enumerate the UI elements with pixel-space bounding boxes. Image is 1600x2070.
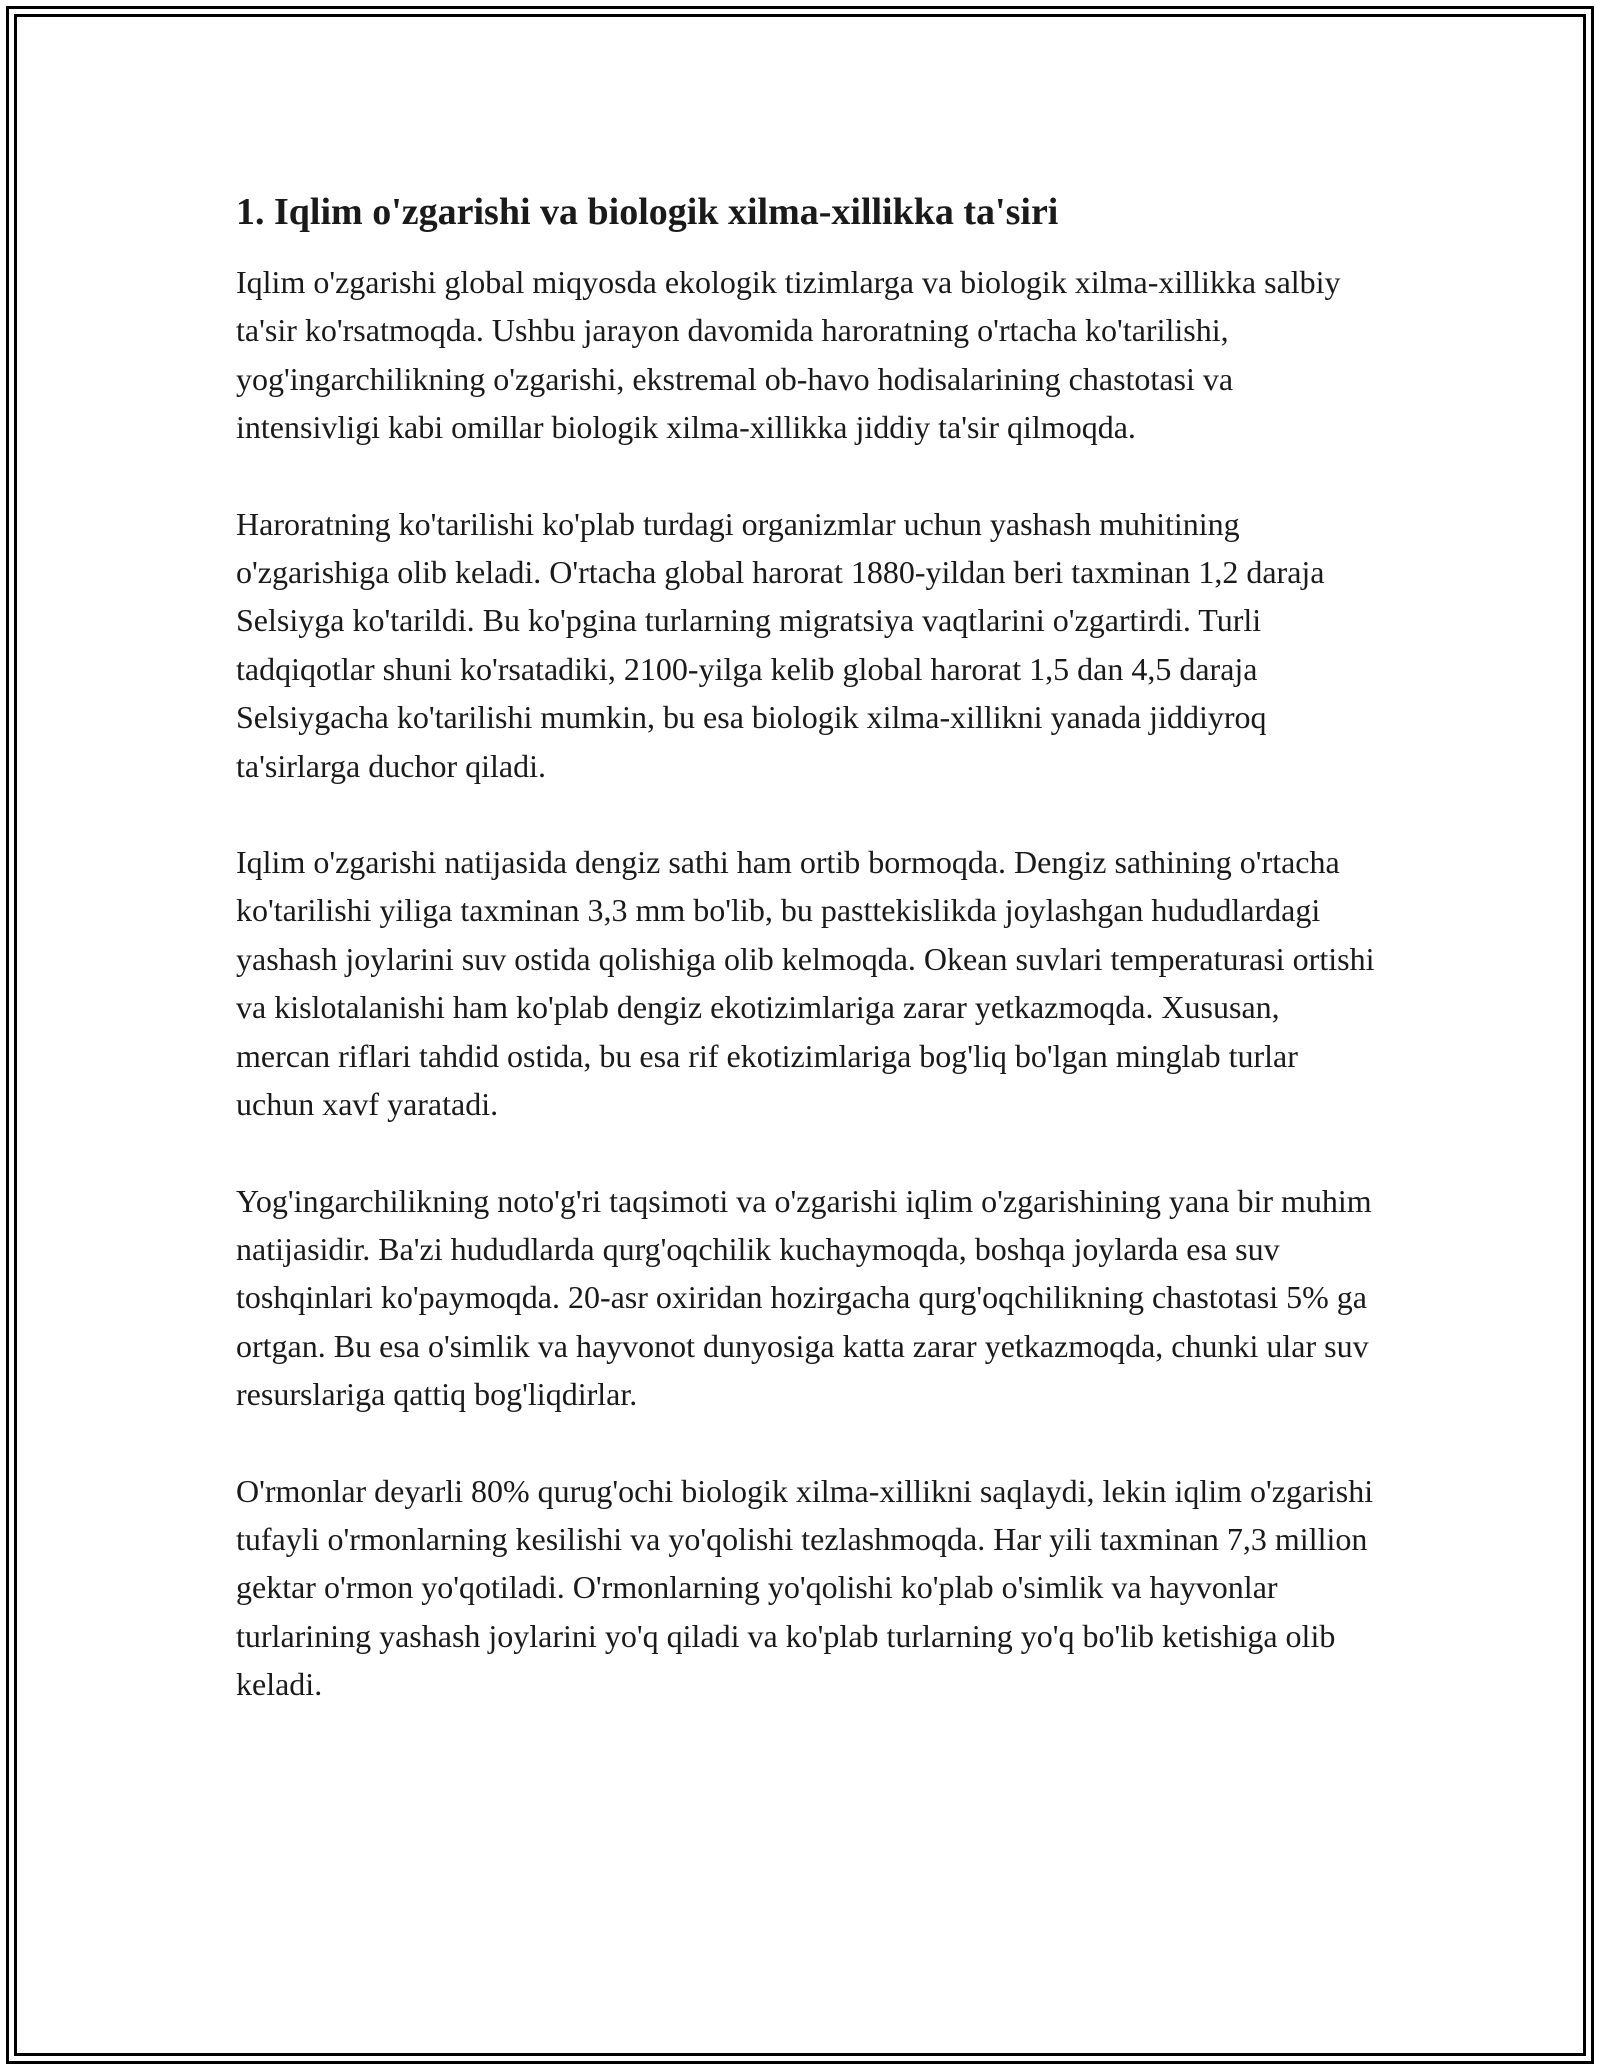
paragraph-temperature: Haroratning ko'tarilishi ko'plab turdagi organizmlar uchun yashash muhitining o'zgarishiga olib keladi. O'rtacha global harorat 1880-yildan beri taxminan 1,2 daraja Selsiyga ko'tarildi. Bu ko'pgina turlarning migratsiya vaqtlarini o'zgartirdi. Turli tadqiqotlar shuni ko'rsatadiki, 2100-yilga kelib global harorat 1,5 dan 4,5 daraja Selsiygacha ko'tarilishi mumkin, bu esa biologik xilma-xillikni yanada jiddiyroq ta'sirlarga duchor qiladi. xyxy=(236,505,1325,784)
paragraph-precipitation: Yog'ingarchilikning noto'g'ri taqsimoti va o'zgarishi iqlim o'zgarishining yana bir muhim natijasidir. Ba'zi hududlarda qurg'oqchilik kuchaymoqda, boshqa joylarda esa suv toshqinlari ko'paymoqda. 20-asr oxiridan hozirgacha qurg'oqchilikning chastotasi 5% ga ortgan. Bu esa o'simlik va hayvonot dunyosiga katta zarar yetkazmoqda, chunki ular suv resurslariga qattiq bog'liqdirlar. xyxy=(236,1182,1372,1413)
section-heading: 1. Iqlim o'zgarishi va biologik xilma-xillikka ta'siri xyxy=(236,191,1059,233)
document-body xyxy=(236,188,1376,1757)
paragraph-forests: O'rmonlar deyarli 80% qurug'ochi biologik xilma-xillikni saqlaydi, lekin iqlim o'zgarishi tufayli o'rmonlarning kesilishi va yo'qolishi tezlashmoqda. Har yili taxminan 7,3 million gektar o'rmon yo'qotiladi. O'rmonlarning yo'qolishi ko'plab o'simlik va hayvonlar turlarining yashash joylarini yo'q qiladi va ko'plab turlarning yo'q bo'lib ketishiga olib keladi. xyxy=(236,1472,1374,1703)
paragraph-intro: Iqlim o'zgarishi global miqyosda ekologik tizimlarga va biologik xilma-xillikka salbiy ta'sir ko'rsatmoqda. Ushbu jarayon davomida haroratning o'rtacha ko'tarilishi, yog'ingarchilikning o'zgarishi, ekstremal ob-havo hodisalarining chastotasi va intensivligi kabi omillar biologik xilma-xillikka jiddiy ta'sir qilmoqda. xyxy=(236,264,1341,446)
paragraph-sea-level: Iqlim o'zgarishi natijasida dengiz sathi ham ortib bormoqda. Dengiz sathining o'rtacha ko'tarilishi yiliga taxminan 3,3 mm bo'lib, bu pasttekislikda joylashgan hududlardagi yashash joylarini suv ostida qolishiga olib kelmoqda. Okean suvlari temperaturasi ortishi va kislotalanishi ham ko'plab dengiz ekotizimlariga zarar yetkazmoqda. Xususan, mercan riflari tahdid ostida, bu esa rif ekotizimlariga bog'liq bo'lgan minglab turlar uchun xavf yaratadi. xyxy=(236,844,1375,1123)
